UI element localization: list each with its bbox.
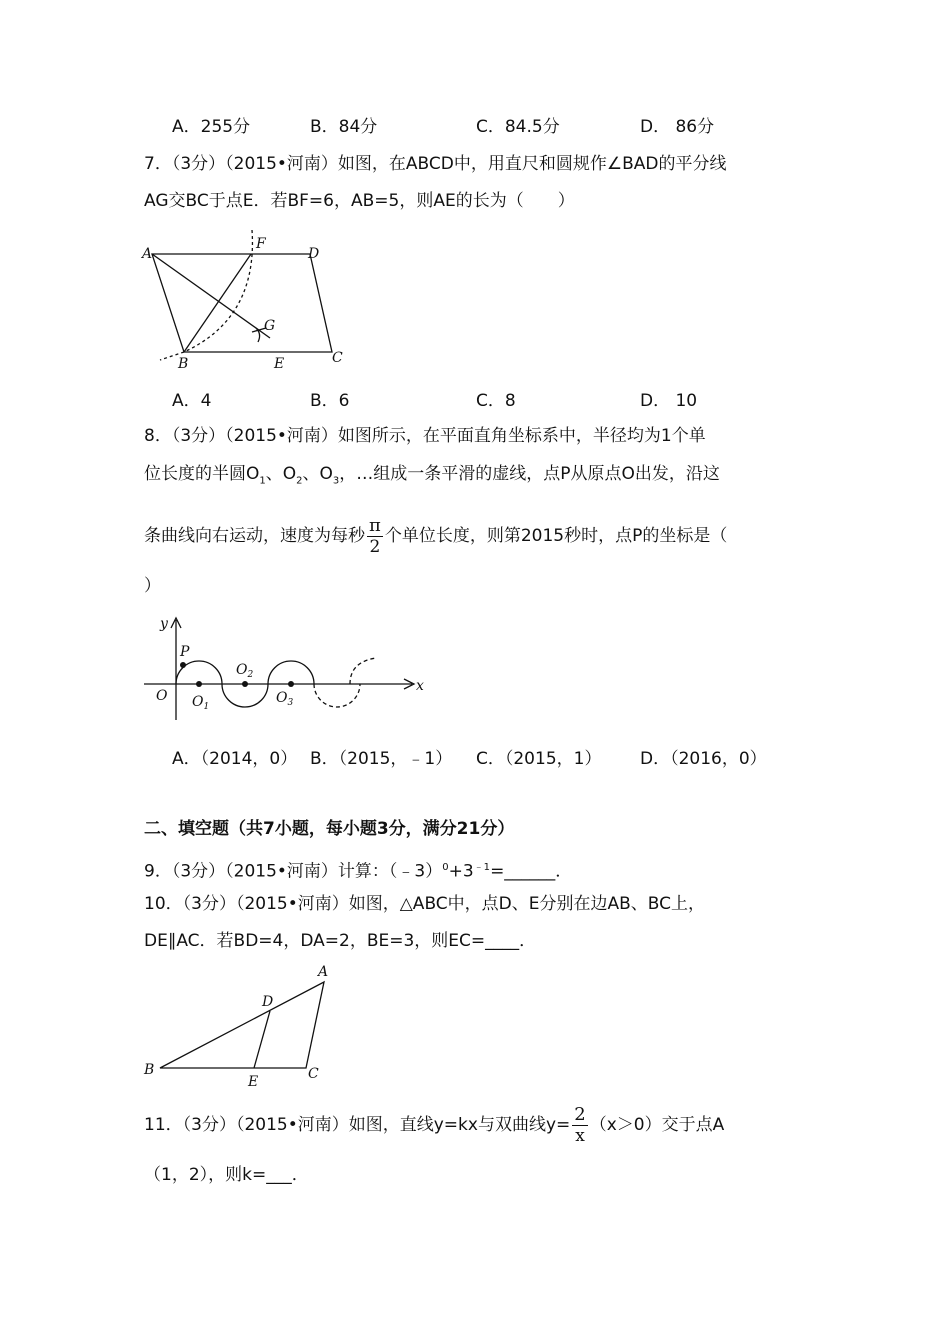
q11-text-line2: （1，2），则k=___．: [144, 1165, 309, 1185]
q8-option-d: D．（2016，0）: [640, 749, 767, 769]
q10-label-e: E: [248, 1074, 259, 1090]
q8-semicircle-figure: [140, 612, 440, 722]
q10-triangle-figure: [140, 962, 340, 1090]
q8-label-y: y: [160, 616, 168, 632]
q7-option-b: B．6: [310, 391, 350, 411]
q8-semicircle-dashed-2: [350, 658, 376, 684]
q7-label-b: B: [178, 356, 189, 372]
q8-semicircle-dashed-1: [314, 684, 360, 707]
q10-label-d: D: [262, 994, 274, 1010]
q10-segment-de: [254, 1011, 270, 1068]
q8-text-line3: 条曲线向右运动，速度为每秒 $\frac{\pi}{2}$ 个单位长度，则第2015秒时，点P的坐标是（: [144, 514, 728, 557]
q10-triangle-abc: [160, 982, 324, 1068]
q8-label-o1: $O_1$: [192, 694, 210, 712]
q6-option-c: C．84.5分: [476, 117, 560, 137]
section2-heading: 二、填空题（共7小题，每小题3分，满分21分）: [144, 819, 515, 839]
q8-option-b: B．（2015，﹣1）: [310, 749, 453, 769]
q8-label-p: P: [180, 644, 190, 660]
q8-point-p: [180, 662, 186, 668]
q7-label-f: F: [256, 236, 266, 252]
q8-text-line4: ）: [144, 576, 161, 596]
q10-label-c: C: [308, 1066, 319, 1082]
q8-point-o3: [288, 681, 294, 687]
q8-label-o2: $O_2$: [236, 662, 254, 680]
q8-label-x: x: [416, 678, 424, 694]
q8-option-c: C．（2015，1）: [476, 749, 602, 769]
q8-text-line2: 位长度的半圆$O_1$、$O_2$、$O_3$，…组成一条平滑的虚线，点P从原点O出发，沿这: [144, 464, 720, 487]
q7-segment-bf: [184, 254, 251, 352]
q7-label-e: E: [274, 356, 285, 372]
q6-option-d: D． 86分: [640, 117, 715, 137]
q11-text-line1: 11．（3分）（2015•河南）如图，直线y=kx与双曲线y= $\frac{2}{x}$ （x＞0）交于点A: [144, 1103, 725, 1146]
q7-label-c: C: [332, 350, 343, 366]
q7-label-a: A: [142, 246, 153, 262]
q7-text-line2: AG交BC于点E．若BF=6，AB=5，则AE的长为（ ）: [144, 191, 575, 211]
q6-option-a: A．255分: [172, 117, 251, 137]
q8-label-o3: $O_3$: [276, 690, 294, 708]
q7-segment-ae: [152, 254, 270, 338]
q11-fraction-2-over-x: $\frac{2}{x}$: [574, 1103, 586, 1146]
q8-text-line1: 8．（3分）（2015•河南）如图所示，在平面直角坐标系中，半径均为1个单: [144, 426, 706, 446]
q7-option-a: A．4: [172, 391, 212, 411]
q10-text-line2: DE∥AC．若BD=4，DA=2，BE=3，则EC=____．: [144, 931, 537, 951]
q8-semicircle-o2: [222, 684, 268, 707]
q8-label-o: O: [156, 688, 168, 704]
q7-label-d: D: [308, 246, 320, 262]
q7-label-g: G: [264, 318, 276, 334]
q8-point-o1: [196, 681, 202, 687]
q7-parallelogram-abcd: [152, 254, 332, 352]
q8-option-a: A．（2014，0）: [172, 749, 298, 769]
q7-option-d: D． 10: [640, 391, 698, 411]
q8-fraction-pi-over-2: $\frac{\pi}{2}$: [369, 514, 381, 557]
q9-text: 9．（3分）（2015•河南）计算：$(﹣3)^0+3^{﹣1}=\_\_\_\_\_\_$．: [144, 861, 573, 882]
q7-arc-dashed: [160, 230, 252, 360]
q6-option-b: B．84分: [310, 117, 378, 137]
q8-semicircle-o3: [268, 661, 314, 684]
q10-text-line1: 10．（3分）（2015•河南）如图，△ABC中，点D、E分别在边AB、BC上，: [144, 894, 706, 914]
q8-point-o2: [242, 681, 248, 687]
q10-label-a: A: [318, 964, 329, 980]
q10-label-b: B: [144, 1062, 155, 1078]
q7-text-line1: 7．（3分）（2015•河南）如图，在ABCD中，用直尺和圆规作∠BAD的平分线: [144, 154, 727, 174]
q7-parallelogram-figure: [140, 228, 360, 374]
q7-option-c: C．8: [476, 391, 516, 411]
